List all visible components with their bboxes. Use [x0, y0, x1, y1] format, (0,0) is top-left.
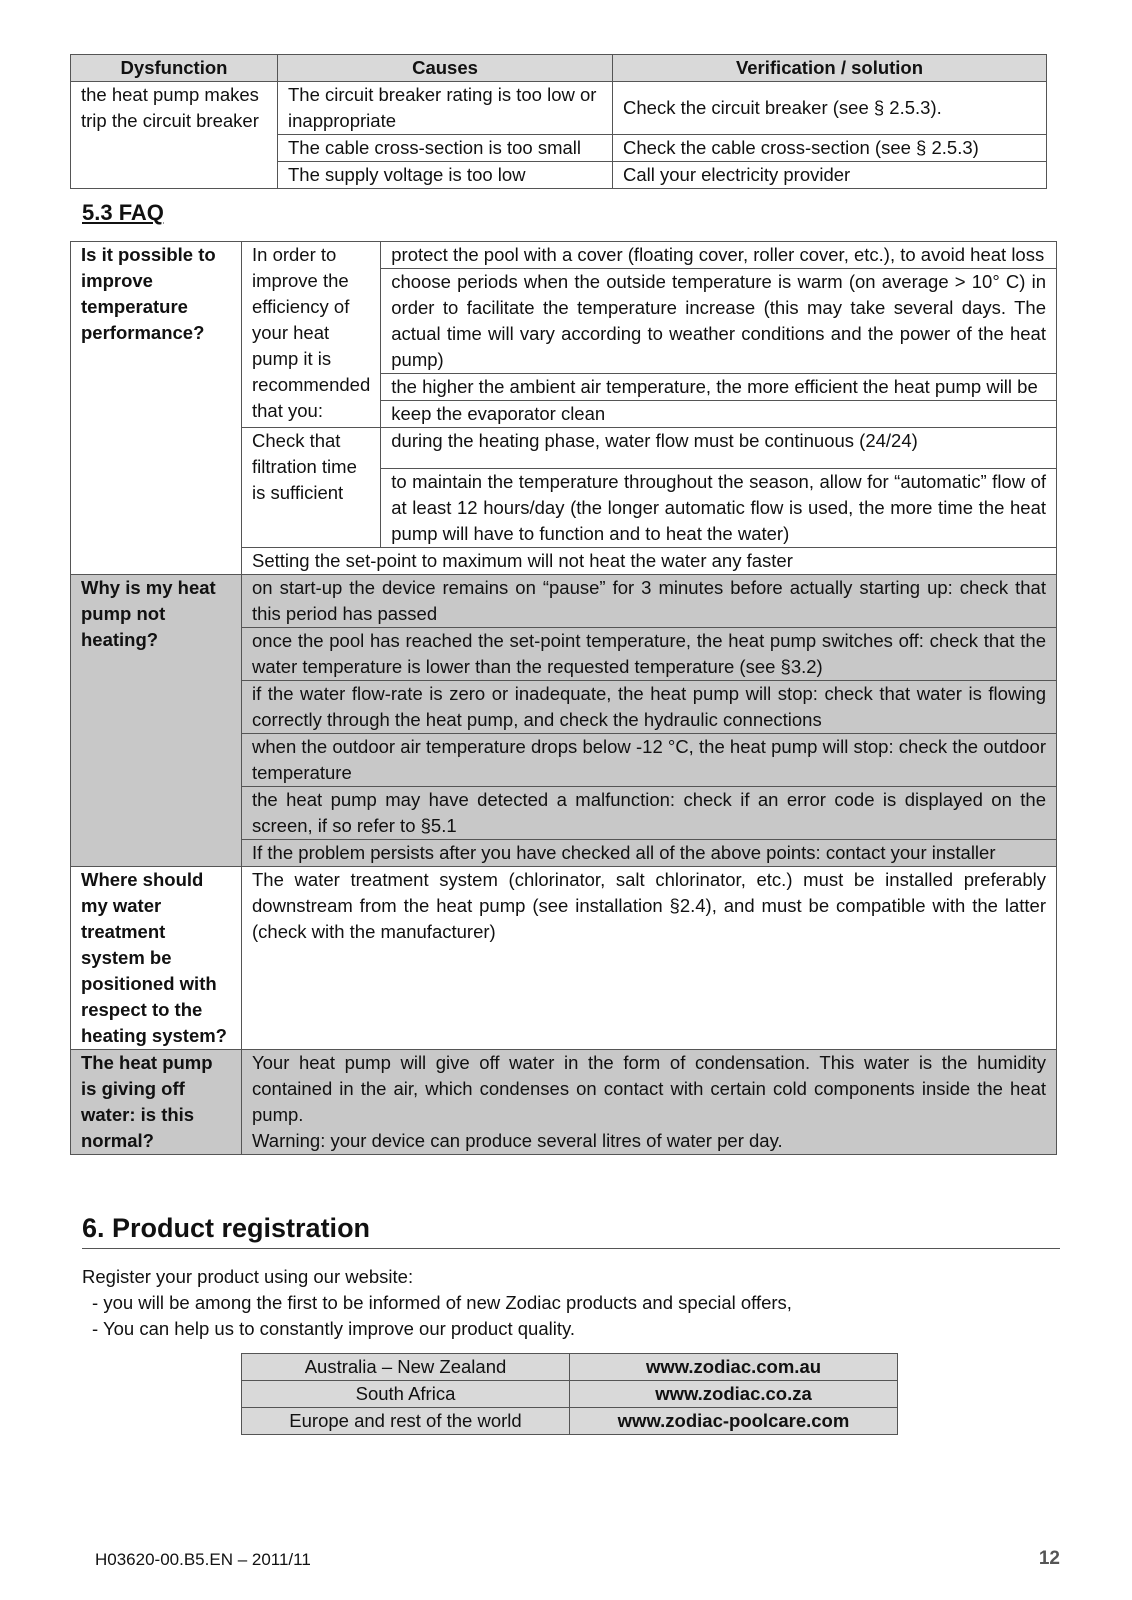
website-link[interactable]: www.zodiac-poolcare.com: [570, 1408, 898, 1435]
faq-answer: The water treatment system (chlorinator, salt chlorinator, etc.) must be installed preferably downstream from the heat pump (see installation §2.4), and must be compatible with the latter (check with the manufacturer): [242, 867, 1057, 1050]
faq-answer: when the outdoor air temperature drops below -12 °C, the heat pump will stop: check the outdoor temperature: [242, 734, 1057, 787]
website-table: [241, 1353, 898, 1435]
list-item: - you will be among the first to be informed of new Zodiac products and special offers,: [92, 1290, 792, 1316]
faq-answer: if the water flow-rate is zero or inadequate, the heat pump will stop: check that water is flowing correctly through the heat pump, and check the hydraulic connections: [242, 681, 1057, 734]
faq-table: [70, 241, 1057, 1155]
faq-row: [71, 575, 1057, 628]
cause-cell: The supply voltage is too low: [278, 162, 613, 189]
solution-cell: Call your electricity provider: [613, 162, 1047, 189]
faq-answer: once the pool has reached the set-point temperature, the heat pump switches off: check that the water temperature is lower than the requested temperature (see §3.2): [242, 628, 1057, 681]
header-causes: Causes: [278, 55, 613, 82]
faq-answer: If the problem persists after you have checked all of the above points: contact your installer: [242, 840, 1057, 867]
faq-answer: [242, 1050, 1057, 1155]
faq-answer-text: Your heat pump will give off water in the form of condensation. This water is the humidity contained in the air, which condenses on contact with certain cold components inside the heat pump.: [252, 1052, 1046, 1125]
faq-heading: 5.3 FAQ: [82, 200, 164, 225]
faq-lead-filtration: Check that filtration time is sufficient: [242, 428, 381, 548]
faq-question-temperature: Is it possible to improve temperature performance?: [71, 242, 242, 575]
list-item: - You can help us to constantly improve our product quality.: [92, 1316, 792, 1342]
faq-answer: protect the pool with a cover (floating cover, roller cover, etc.), to avoid heat loss: [381, 242, 1057, 269]
faq-answer: during the heating phase, water flow must be continuous (24/24): [381, 428, 1057, 469]
faq-answer: on start-up the device remains on “pause” for 3 minutes before actually starting up: check that this period has passed: [242, 575, 1057, 628]
faq-row: [71, 242, 1057, 269]
faq-answer: keep the evaporator clean: [381, 401, 1057, 428]
faq-question-water-treatment: Where should my water treatment system be positioned with respect to the heating system?: [71, 867, 242, 1050]
cause-cell: The cable cross-section is too small: [278, 135, 613, 162]
registration-list: [92, 1290, 792, 1342]
faq-row: [71, 867, 1057, 1050]
dysfunction-cell: the heat pump makes trip the circuit breaker: [71, 82, 278, 189]
registration-intro: Register your product using our website:: [82, 1266, 414, 1287]
faq-answer: the heat pump may have detected a malfunction: check if an error code is displayed on the screen, if so refer to §5.1: [242, 787, 1057, 840]
dysfunction-table: [70, 54, 1047, 189]
registration-heading: 6. Product registration: [82, 1213, 1060, 1249]
solution-cell: Check the circuit breaker (see § 2.5.3).: [613, 82, 1047, 135]
faq-row: [71, 1050, 1057, 1155]
table-row: [71, 82, 1047, 135]
website-link[interactable]: www.zodiac.co.za: [570, 1381, 898, 1408]
solution-cell: Check the cable cross-section (see § 2.5.3): [613, 135, 1047, 162]
cause-cell: The circuit breaker rating is too low or inappropriate: [278, 82, 613, 135]
region-cell: Europe and rest of the world: [242, 1408, 570, 1435]
faq-warning: Warning: your device can produce several litres of water per day.: [252, 1130, 783, 1151]
faq-question-giving-off-water: The heat pump is giving off water: is this normal?: [71, 1050, 242, 1155]
faq-answer: choose periods when the outside temperature is warm (on average > 10° C) in order to facilitate the temperature increase (this may take several days. The actual time will vary according to weather conditions and the power of the heat pump): [381, 269, 1057, 374]
faq-lead-efficiency: In order to improve the efficiency of your heat pump it is recommended that you:: [242, 242, 381, 428]
faq-question-not-heating: Why is my heat pump not heating?: [71, 575, 242, 867]
faq-answer: the higher the ambient air temperature, the more efficient the heat pump will be: [381, 374, 1057, 401]
header-verification: Verification / solution: [613, 55, 1047, 82]
faq-answer: to maintain the temperature throughout the season, allow for “automatic” flow of at least 12 hours/day (the longer automatic flow is used, the more time the heat pump will have to function and to heat the water): [381, 469, 1057, 548]
table-row: [242, 1408, 898, 1435]
page-number: 12: [1038, 1548, 1060, 1569]
table-row: [242, 1354, 898, 1381]
faq-note: Setting the set-point to maximum will not heat the water any faster: [242, 548, 1057, 575]
document-code: H03620-00.B5.EN – 2011/11: [95, 1550, 311, 1569]
table-header-row: [71, 55, 1047, 82]
table-row: [242, 1381, 898, 1408]
region-cell: South Africa: [242, 1381, 570, 1408]
region-cell: Australia – New Zealand: [242, 1354, 570, 1381]
website-link[interactable]: www.zodiac.com.au: [570, 1354, 898, 1381]
header-dysfunction: Dysfunction: [71, 55, 278, 82]
